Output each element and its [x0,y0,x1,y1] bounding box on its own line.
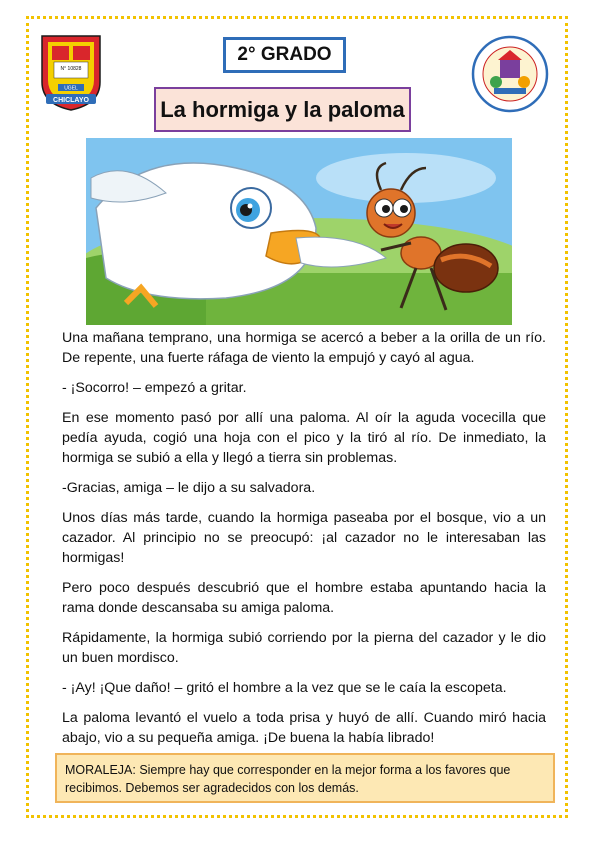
grade-label: 2° GRADO [223,37,346,73]
crest-ugel: UGEL [64,85,78,92]
crest-place: CHICLAYO [53,97,89,104]
story-paragraph: - ¡Ay! ¡Que daño! – gritó el hombre a la vez que se le caía la escopeta. [62,680,507,696]
story-paragraph: Rápidamente, la hormiga subió corriendo por la pierna del cazador y le dio un buen mordisco. [62,630,546,666]
story-paragraph: En ese momento pasó por allí una paloma. Al oír la aguda vocecilla que pedía ayuda, cogió una hoja con el pico y la tiró al río. De inmediato, la hormiga se subió a ella y llegó a tierra sin problemas. [62,410,546,466]
school-emblem-icon [470,34,550,114]
story-paragraph: Unos días más tarde, cuando la hormiga paseaba por el bosque, vio a un cazador. Al principio no se preocupó: ¡al cazador no le interesaban las hormigas! [62,510,546,566]
story-title: La hormiga y la paloma [154,87,411,132]
story-body [62,328,546,758]
dove-and-ant-illustration [86,138,512,325]
moral-box: MORALEJA: Siempre hay que corresponder en la mejor forma a los favores que recibimos. Debemos ser agradecidos con los demás. [55,753,555,803]
story-paragraph: -Gracias, amiga – le dijo a su salvadora. [62,480,316,496]
story-paragraph: Una mañana temprano, una hormiga se acercó a beber a la orilla de un río. De repente, una fuerte ráfaga de viento la empujó y cayó al agua. [62,330,546,366]
school-crest-icon [38,32,104,112]
crest-school-number: N° 10828 [60,66,82,72]
story-paragraph: Pero poco después descubrió que el hombre estaba apuntando hacia la rama donde descansaba su amiga paloma. [62,580,546,616]
story-paragraph: - ¡Socorro! – empezó a gritar. [62,380,247,396]
story-paragraph: La paloma levantó el vuelo a toda prisa y huyó de allí. Cuando miró hacia abajo, vio a su pequeña amiga. ¡De buena la había librado! [62,710,546,746]
